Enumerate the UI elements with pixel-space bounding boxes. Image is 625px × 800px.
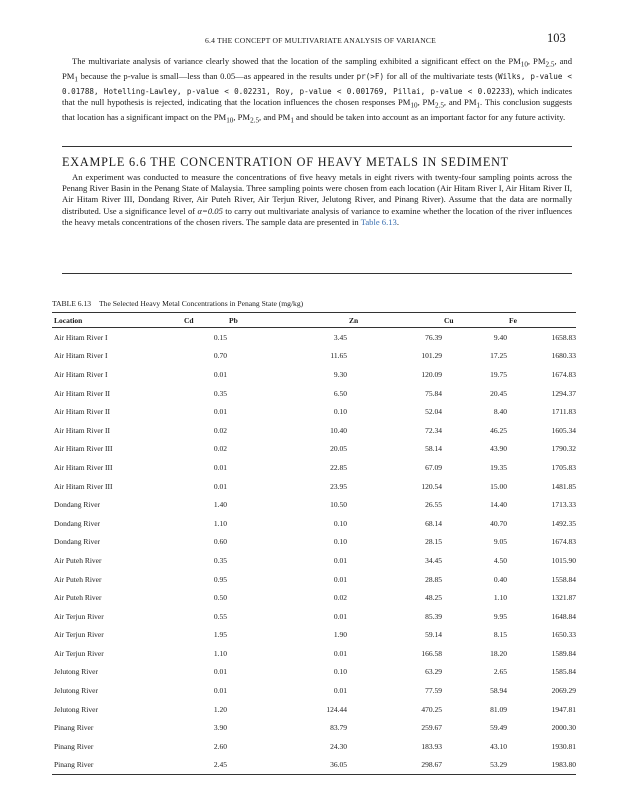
- table-row: [52, 681, 576, 700]
- cell-location: Air Hitam River III: [54, 462, 113, 472]
- column-header-cd: Cd: [182, 313, 227, 328]
- table-row: [52, 588, 576, 607]
- cell-zn: 59.14: [425, 630, 442, 640]
- column-header-zn: Zn: [347, 313, 442, 328]
- table-row: [52, 607, 576, 626]
- cell-cu: 2.65: [493, 667, 507, 677]
- cell-cd: 0.60: [213, 537, 227, 547]
- cell-fe: 1705.83: [551, 462, 576, 472]
- cell-location: Air Terjun River: [54, 630, 104, 640]
- cell-cd: 1.95: [213, 630, 227, 640]
- cell-cu: 18.20: [490, 648, 507, 658]
- cell-fe: 1947.81: [551, 704, 576, 714]
- alpha-value: α=0.05: [197, 205, 223, 216]
- cell-cd: 2.60: [213, 741, 227, 751]
- cell-pb: 23.95: [330, 481, 347, 491]
- cell-pb: 24.30: [330, 741, 347, 751]
- cell-location: Air Hitam River I: [54, 369, 108, 379]
- cell-fe: 2069.29: [551, 686, 576, 696]
- table-row: [52, 365, 576, 384]
- table-reference-link[interactable]: Table 6.13: [360, 216, 397, 227]
- cell-cu: 8.15: [493, 630, 507, 640]
- cell-zn: 166.58: [421, 648, 442, 658]
- table-caption-text: The Selected Heavy Metal Concentrations in Penang State (mg/kg): [99, 299, 304, 308]
- cell-cd: 0.70: [213, 351, 227, 361]
- cell-zn: 63.29: [425, 667, 442, 677]
- manova-conclusion-paragraph: The multivariate analysis of variance clearly showed that the location of the sampling exhibited a significant effect on the $PM_{10}$, $PM_{2.5}$, and $PM_1$ because the p-value is small—less than 0.05—as appeared in the results under pr(>F) for all of the multivariate tests (Wilks, p-value < 0.01788, Hotelling-Lawley, p-value < 0.02231, Roy, p-value < 0.001769, Pillai, p-value < 0.02233), which indicates that the null hypothesis is rejected, indicating that the location influences the chosen responses $PM_{10}$, $PM_{2.5}$, and $PM_1$. This conclusion suggests that location has a significant impact on the $PM_{10}$, $PM_{2.5}$, and $PM_1$ and should be taken into account as an important factor for any future activity.: [62, 56, 573, 125]
- cell-cd: 0.15: [213, 332, 227, 342]
- cell-fe: 1481.85: [551, 481, 576, 491]
- cell-location: Jelutong River: [54, 686, 98, 696]
- cell-zn: 72.34: [425, 425, 442, 435]
- cell-pb: 0.10: [333, 518, 347, 528]
- cell-cu: 19.35: [490, 462, 507, 472]
- cell-cu: 17.25: [490, 351, 507, 361]
- table-row: [52, 347, 576, 366]
- cell-pb: 0.01: [333, 555, 347, 565]
- table-body: [52, 328, 576, 775]
- cell-fe: 1015.90: [551, 555, 576, 565]
- cell-fe: 1713.33: [551, 500, 576, 510]
- cell-fe: 1790.32: [551, 444, 576, 454]
- cell-cd: 0.55: [213, 611, 227, 621]
- table-row: [52, 737, 576, 756]
- cell-fe: 1648.84: [551, 611, 576, 621]
- cell-cd: 0.35: [213, 555, 227, 565]
- column-header-fe: Fe: [507, 313, 576, 328]
- table-header-row: [52, 313, 576, 328]
- table-row: [52, 644, 576, 663]
- cell-cd: 0.01: [213, 481, 227, 491]
- table-row: [52, 533, 576, 552]
- cell-pb: 0.01: [333, 648, 347, 658]
- cell-cd: 0.35: [213, 388, 227, 398]
- cell-cd: 0.01: [213, 462, 227, 472]
- table-row: [52, 421, 576, 440]
- cell-location: Air Hitam River I: [54, 351, 108, 361]
- cell-location: Air Hitam River II: [54, 407, 111, 417]
- cell-pb: 83.79: [330, 723, 347, 733]
- cell-pb: 0.10: [333, 667, 347, 677]
- cell-zn: 48.25: [425, 593, 442, 603]
- cell-pb: 3.45: [333, 332, 347, 342]
- cell-fe: 2000.30: [551, 723, 576, 733]
- example-description-paragraph: An experiment was conducted to measure the concentrations of five heavy metals in eight rivers with twenty-four sampling points across the Penang River Basin in the Penang State of Malaysia. Three sampling points were chosen from each location (Air Hitam River I, Air Hitam River II, Air Hitam River III, Dondang River, Air Puteh River, Air Terjun River, Jelutong River, and Pinang River). Assume that the data are normally distributed. Use a significance level of α=0.05 to carry out multivariate analysis of variance to examine whether the location of the river influences the heavy metals concentrations of the chosen rivers. The sample data are presented in Table 6.13.: [62, 172, 572, 227]
- cell-cd: 1.10: [213, 518, 227, 528]
- cell-cu: 0.40: [493, 574, 507, 584]
- table-row: [52, 458, 576, 477]
- cell-fe: 1983.80: [507, 756, 576, 775]
- cell-pb: 0.02: [333, 593, 347, 603]
- cell-fe: 1658.83: [551, 332, 576, 342]
- table-label: TABLE 6.13: [52, 299, 92, 308]
- cell-location: Air Terjun River: [54, 648, 104, 658]
- cell-location: Pinang River: [54, 723, 94, 733]
- cell-fe: 1674.83: [551, 537, 576, 547]
- cell-cu: 9.05: [493, 537, 507, 547]
- table-caption: [52, 299, 303, 308]
- cell-cd: 0.02: [213, 425, 227, 435]
- table-row: [52, 551, 576, 570]
- cell-cu: 19.75: [490, 369, 507, 379]
- cell-zn: 120.09: [421, 369, 442, 379]
- cell-location: Air Hitam River II: [54, 425, 111, 435]
- page-number: 103: [547, 31, 566, 45]
- cell-location: Dondang River: [54, 537, 101, 547]
- column-header-cu: Cu: [442, 313, 507, 328]
- cell-cu: 43.90: [490, 444, 507, 454]
- cell-zn: 76.39: [425, 332, 442, 342]
- cell-cu: 40.70: [490, 518, 507, 528]
- cell-cd: 1.20: [213, 704, 227, 714]
- cell-location: Air Hitam River I: [54, 332, 108, 342]
- cell-location: Air Puteh River: [54, 593, 102, 603]
- cell-zn: 68.14: [425, 518, 442, 528]
- cell-pb: 36.05: [227, 756, 347, 775]
- cell-location: Air Hitam River III: [54, 481, 113, 491]
- cell-location: Jelutong River: [54, 704, 98, 714]
- heavy-metals-table: [52, 312, 576, 775]
- cell-cd: 0.02: [213, 444, 227, 454]
- cell-fe: 1294.37: [551, 388, 576, 398]
- cell-pb: 124.44: [326, 704, 347, 714]
- cell-fe: 1558.84: [551, 574, 576, 584]
- cell-cu: 43.10: [490, 741, 507, 751]
- cell-cu: 9.95: [493, 611, 507, 621]
- table-row: [52, 440, 576, 459]
- table-row: [52, 495, 576, 514]
- cell-cu: 53.29: [442, 756, 507, 775]
- cell-cd: 0.01: [213, 686, 227, 696]
- cell-pb: 10.50: [330, 500, 347, 510]
- cell-zn: 77.59: [425, 686, 442, 696]
- cell-location: Dondang River: [54, 518, 101, 528]
- cell-cu: 8.40: [493, 407, 507, 417]
- table-row: [52, 718, 576, 737]
- cell-location: Air Terjun River: [54, 611, 104, 621]
- table-row: [52, 663, 576, 682]
- cell-zn: 75.84: [425, 388, 442, 398]
- cell-cd: 1.10: [213, 648, 227, 658]
- cell-pb: 0.10: [333, 537, 347, 547]
- code-test-results: Wilks, p-value < 0.01788, Hotelling-Lawley, p-value < 0.02231, Roy, p-value < 0.001769, Pillai, p-value < 0.02233: [62, 71, 573, 96]
- cell-fe: 1589.84: [551, 648, 576, 658]
- cell-cd: 0.01: [213, 407, 227, 417]
- cell-pb: 1.90: [333, 630, 347, 640]
- cell-location: Air Hitam River II: [54, 388, 111, 398]
- cell-cd: 3.90: [213, 723, 227, 733]
- cell-fe: 1605.34: [551, 425, 576, 435]
- cell-pb: 0.10: [333, 407, 347, 417]
- cell-zn: 28.15: [425, 537, 442, 547]
- table-row: [52, 626, 576, 645]
- cell-zn: 120.54: [421, 481, 442, 491]
- table-row: [52, 514, 576, 533]
- cell-location: Pinang River: [54, 741, 94, 751]
- cell-fe: 1492.35: [551, 518, 576, 528]
- cell-cu: 9.40: [493, 332, 507, 342]
- table-row: [52, 328, 576, 347]
- column-header-pb: Pb: [227, 313, 347, 328]
- example-bottom-rule: [62, 273, 572, 274]
- cell-pb: 20.05: [330, 444, 347, 454]
- cell-pb: 0.01: [333, 686, 347, 696]
- cell-cu: 4.50: [493, 555, 507, 565]
- table-row: [52, 477, 576, 496]
- cell-cu: 81.09: [490, 704, 507, 714]
- table-row: [52, 384, 576, 403]
- cell-fe: 1321.87: [551, 593, 576, 603]
- code-pr-f: pr(>F): [356, 71, 385, 81]
- table-row: [52, 402, 576, 421]
- cell-cu: 46.25: [490, 425, 507, 435]
- cell-zn: 58.14: [425, 444, 442, 454]
- cell-cd: 0.01: [213, 667, 227, 677]
- cell-zn: 34.45: [425, 555, 442, 565]
- cell-fe: 1650.33: [551, 630, 576, 640]
- table-row: [52, 756, 576, 775]
- cell-zn: 52.04: [425, 407, 442, 417]
- cell-cu: 59.49: [490, 723, 507, 733]
- cell-location: Dondang River: [54, 500, 101, 510]
- cell-pb: 22.85: [330, 462, 347, 472]
- table-row: [52, 700, 576, 719]
- cell-cd: 0.95: [213, 574, 227, 584]
- cell-cd: 0.50: [213, 593, 227, 603]
- cell-cd: 1.40: [213, 500, 227, 510]
- example-top-rule: [62, 146, 572, 147]
- cell-zn: 470.25: [421, 704, 442, 714]
- cell-zn: 183.93: [421, 741, 442, 751]
- example-title: EXAMPLE 6.6 THE CONCENTRATION OF HEAVY METALS IN SEDIMENT: [62, 155, 509, 169]
- cell-zn: 259.67: [421, 723, 442, 733]
- cell-location: Jelutong River: [54, 667, 98, 677]
- cell-pb: 10.40: [330, 425, 347, 435]
- column-header-location: Location: [52, 313, 182, 328]
- cell-cu: 1.10: [493, 593, 507, 603]
- cell-pb: 0.01: [333, 611, 347, 621]
- cell-cu: 14.40: [490, 500, 507, 510]
- cell-fe: 1680.33: [551, 351, 576, 361]
- cell-location: Air Puteh River: [54, 574, 102, 584]
- cell-pb: 9.30: [333, 369, 347, 379]
- cell-location: Pinang River: [52, 756, 182, 775]
- cell-zn: 101.29: [421, 351, 442, 361]
- table-row: [52, 570, 576, 589]
- cell-zn: 67.09: [425, 462, 442, 472]
- cell-cu: 20.45: [490, 388, 507, 398]
- cell-location: Air Hitam River III: [54, 444, 113, 454]
- cell-fe: 1674.83: [551, 369, 576, 379]
- cell-zn: 28.85: [425, 574, 442, 584]
- cell-pb: 11.65: [330, 351, 347, 361]
- cell-fe: 1711.83: [551, 407, 576, 417]
- cell-zn: 298.67: [347, 756, 442, 775]
- cell-pb: 6.50: [333, 388, 347, 398]
- cell-cd: 0.01: [213, 369, 227, 379]
- cell-fe: 1930.81: [551, 741, 576, 751]
- cell-zn: 85.39: [425, 611, 442, 621]
- cell-cu: 15.00: [490, 481, 507, 491]
- cell-cu: 58.94: [490, 686, 507, 696]
- cell-location: Air Puteh River: [54, 555, 102, 565]
- cell-fe: 1585.84: [551, 667, 576, 677]
- cell-cd: 2.45: [182, 756, 227, 775]
- cell-zn: 26.55: [425, 500, 442, 510]
- cell-pb: 0.01: [333, 574, 347, 584]
- running-head: 6.4 THE CONCEPT OF MULTIVARIATE ANALYSIS OF VARIANCE: [205, 36, 437, 45]
